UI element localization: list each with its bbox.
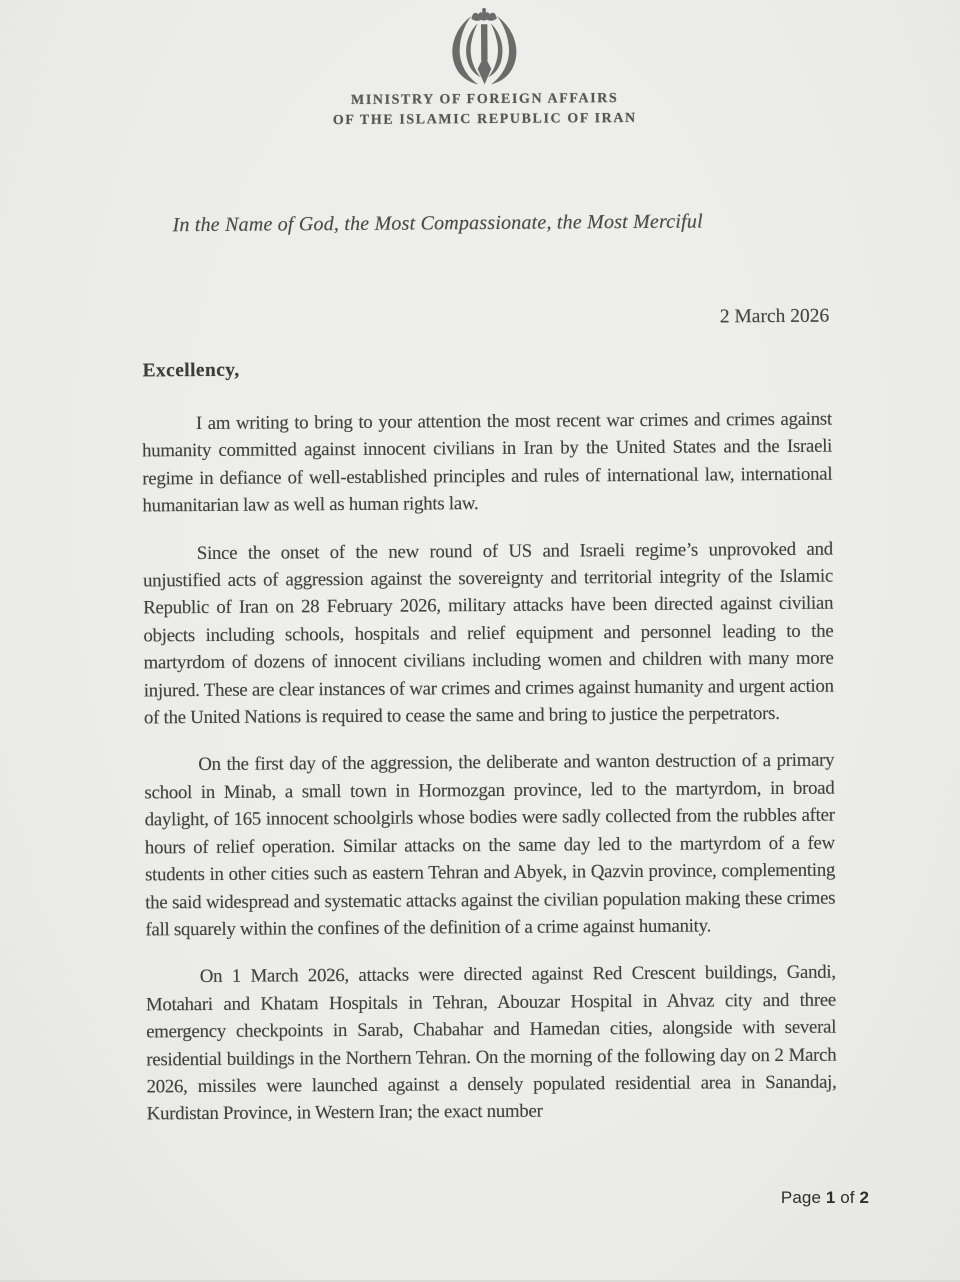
paragraph-2: Since the onset of the new round of US and Israeli regime’s unprovoked and unjustified acts of aggression against the sovereignty and territorial integrity of the Islamic Republic of Iran on 28 February 2026, military attacks have been directed against civilian objects including schools, hospitals and relief equipment and personnel leading to the martyrdom of dozens of innocent civilians including women and children with many more injured. These are clear instances of war crimes and crimes against humanity and urgent action of the United Nations is required to cease the same and bring to justice the perpetrators. [142, 538, 834, 729]
page-footer-number: 1 [825, 1188, 836, 1207]
paragraph-1: I am writing to bring to your attention the most recent war crimes and crimes against humanity committed against innocent civilians in Iran by the United States and the Israeli regime in defiance of well-established principles and rules of international law, international humanitarian law as well as human rights law. [142, 408, 833, 517]
paragraph-3: On the first day of the aggression, the deliberate and wanton destruction of a primary school in Minab, a small town in Hormozgan province, led to the martyrdom, in broad daylight, of 165 innocent schoolgirls whose bodies were sadly collected from the rubbles after hours of relief operation. Similar attacks on the same day led to the martyrdom of a few students in other cities such as eastern Tehran and Abyek, in Qazvin province, complementing the said widespread and systematic attacks against the civilian population making these crimes fall squarely within the confines of the definition of a crime against humanity. [144, 750, 836, 941]
page-footer [781, 1188, 869, 1208]
iran-emblem-icon [431, 6, 538, 89]
ministry-name-line1: MINISTRY OF FOREIGN AFFAIRS [350, 91, 619, 108]
letter-body [142, 406, 837, 1149]
salutation: Excellency, [142, 359, 240, 382]
ministry-name [140, 88, 830, 133]
letter-date: 2 March 2026 [719, 305, 830, 328]
page-footer-total: 2 [859, 1188, 869, 1207]
page-footer-label: Page [780, 1188, 821, 1207]
page-footer-of: of [840, 1188, 855, 1207]
ministry-name-line2: OF THE ISLAMIC REPUBLIC OF IRAN [332, 110, 637, 129]
letterhead [139, 4, 830, 91]
letter-content [139, 0, 838, 1282]
paragraph-4: On 1 March 2026, attacks were directed against Red Crescent buildings, Gandi, Motahari and Khatam Hospitals in Tehran, Abouzar Hospital in Ahvaz city and three emergency checkpoints in Sarab, Chabahar and Hamedan cities, alongside with several residential buildings in the Northern Tehran. On the morning of the following day on 2 March 2026, missiles were launched against a densely populated residential area in Sanandaj, Kurdistan Province, in Western Iran; the exact number [145, 961, 837, 1125]
invocation-line: In the Name of God, the Most Compassionate, the Most Merciful [172, 210, 703, 237]
